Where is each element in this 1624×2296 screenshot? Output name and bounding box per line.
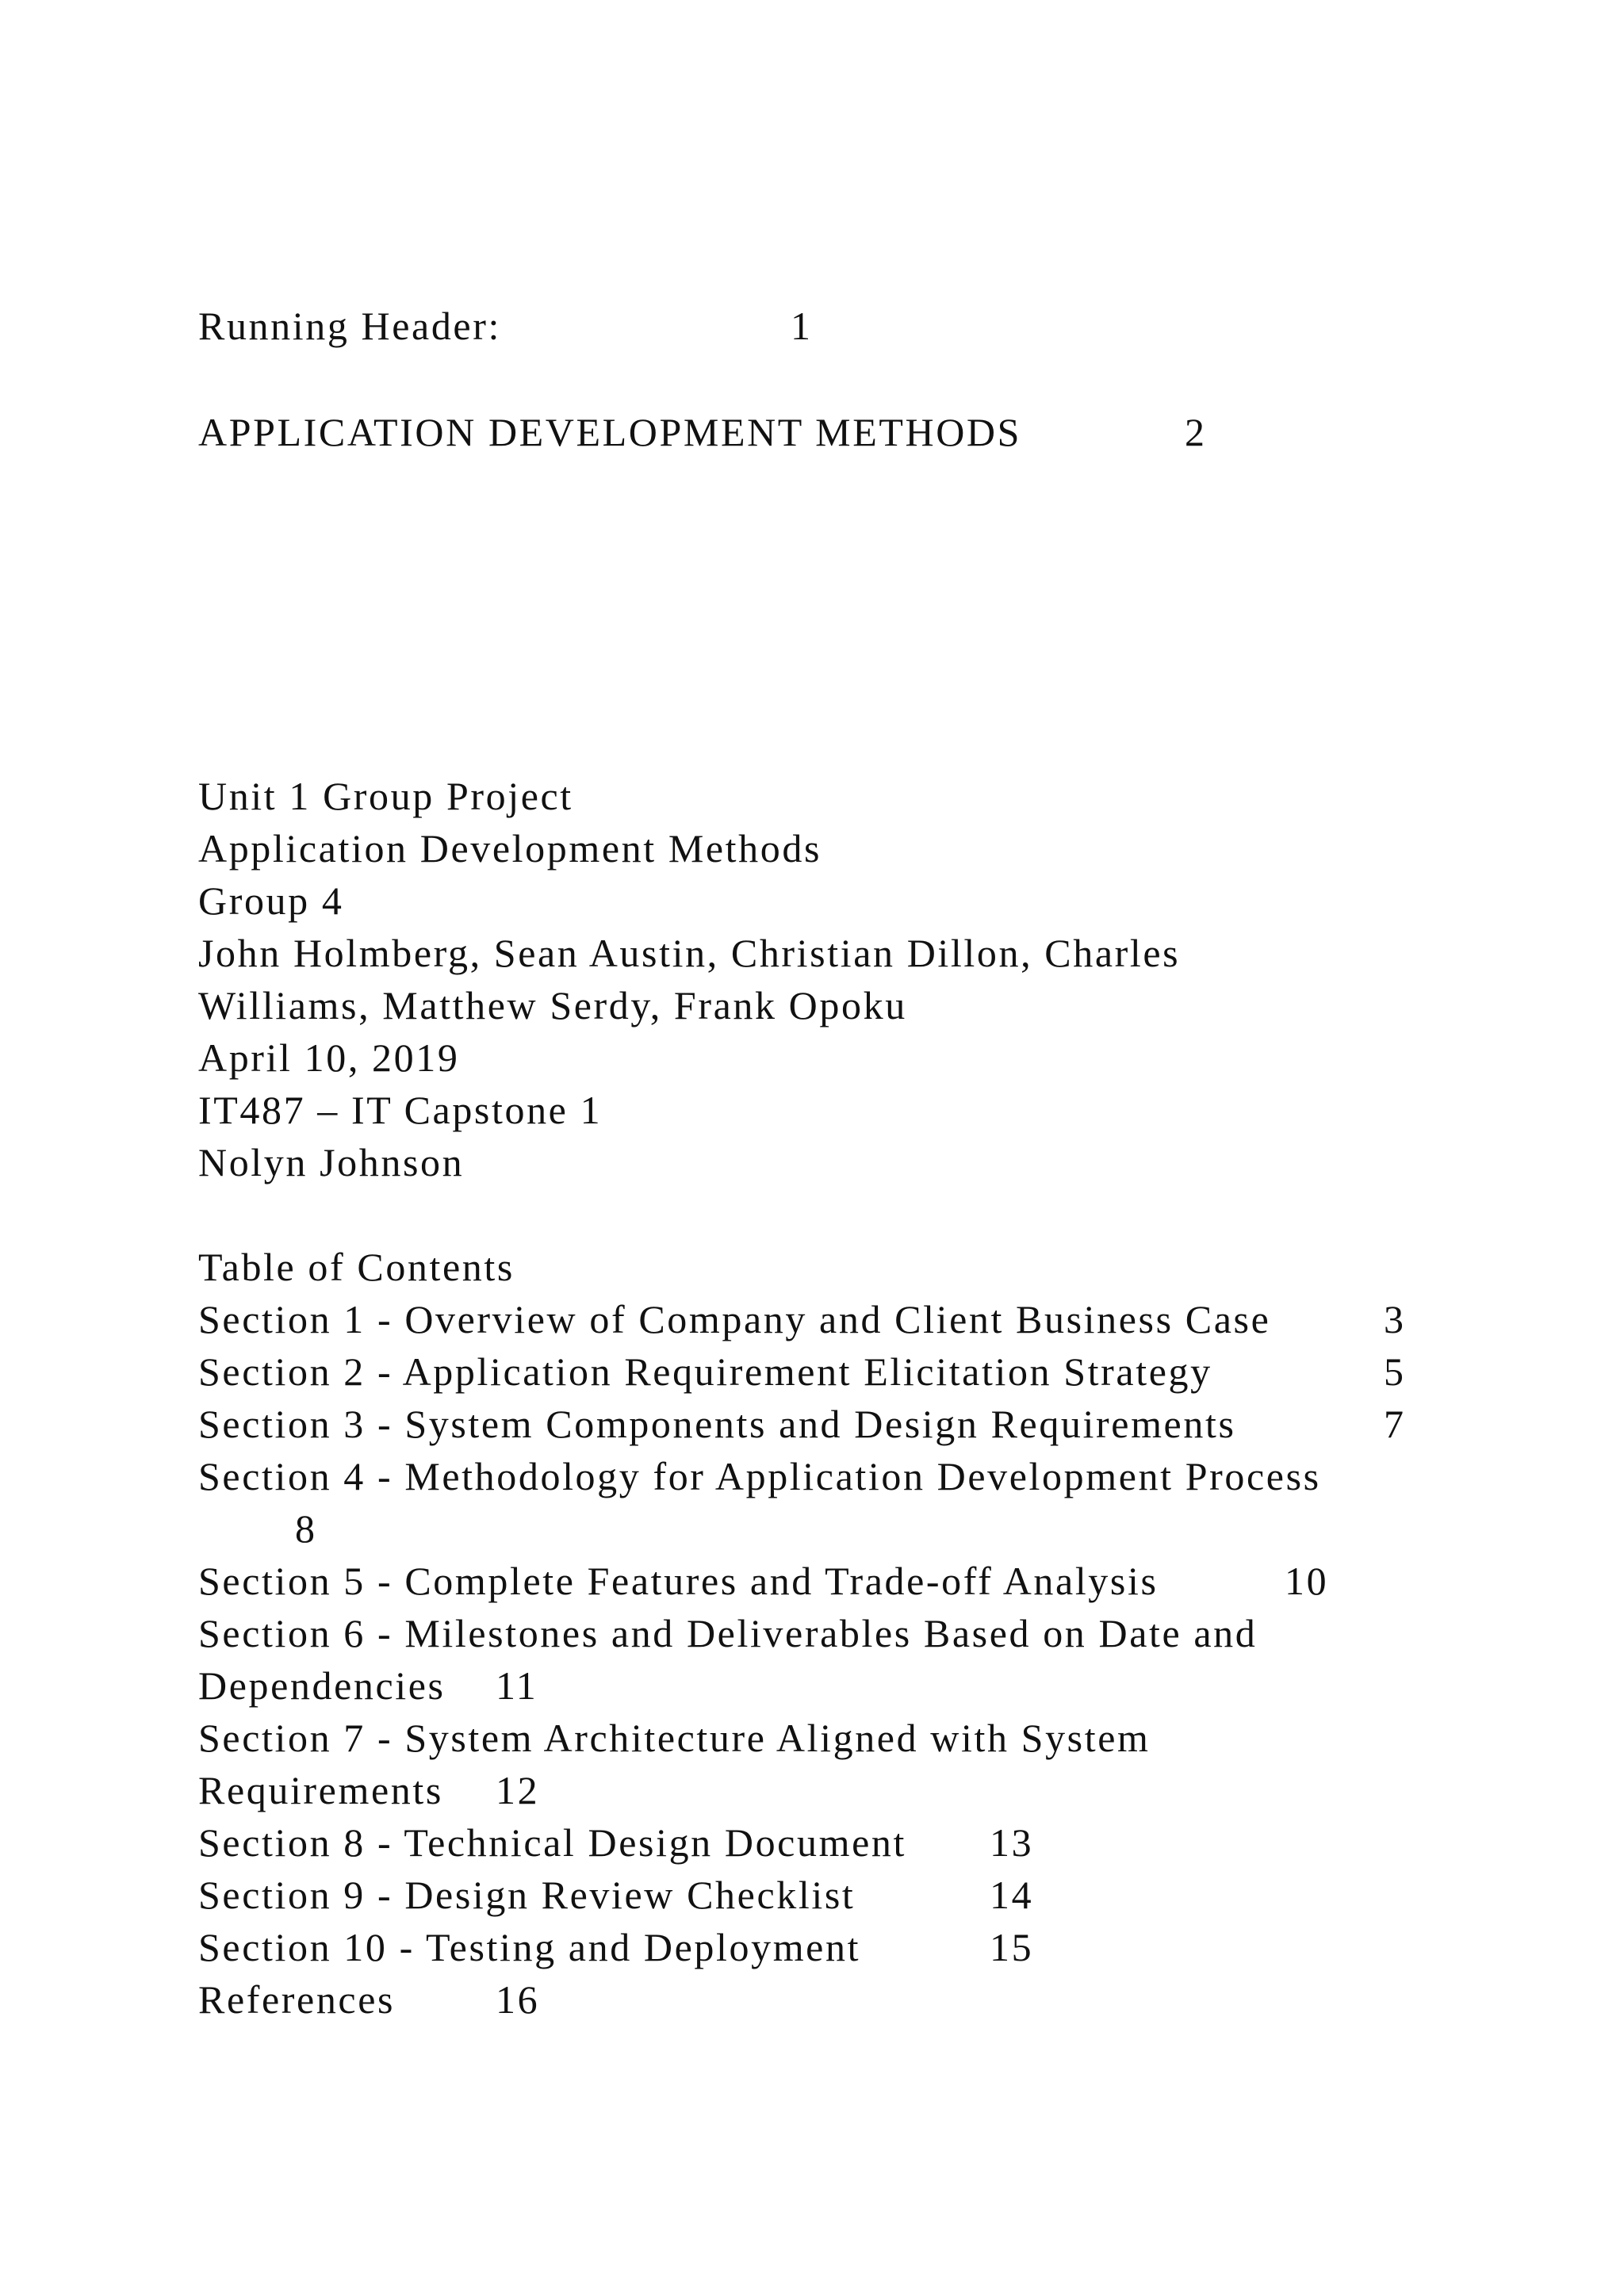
document-subtitle: Application Development Methods [198,826,822,871]
toc-entry-references-page: 16 [496,1977,540,2022]
running-title-page-number: 2 [1185,410,1207,454]
toc-entry-5: Section 5 - Complete Features and Trade-off Analysis [198,1559,1159,1603]
toc-entry-1: Section 1 - Overview of Company and Client Business Case [198,1297,1271,1341]
authors-line-1: John Holmberg, Sean Austin, Christian Dillon, Charles [198,931,1181,975]
toc-entry-6-page: 11 [496,1663,538,1708]
toc-heading: Table of Contents [198,1245,515,1289]
toc-entry-3-page: 7 [1384,1402,1406,1446]
running-title: APPLICATION DEVELOPMENT METHODS [198,410,1022,454]
toc-entry-9: Section 9 - Design Review Checklist [198,1873,856,1917]
group-number: Group 4 [198,878,344,923]
toc-entry-1-page: 3 [1384,1297,1406,1341]
toc-entry-7-continued: Requirements [198,1768,443,1812]
instructor-name: Nolyn Johnson [198,1140,465,1184]
toc-entry-10-page: 15 [990,1925,1034,1969]
toc-entry-5-page: 10 [1285,1559,1329,1603]
toc-entry-2-page: 5 [1384,1349,1406,1394]
document-date: April 10, 2019 [198,1035,460,1080]
toc-entry-4-page: 8 [295,1506,317,1551]
running-header-page-number: 1 [791,304,813,348]
project-title: Unit 1 Group Project [198,774,573,818]
running-header-label: Running Header: [198,304,501,348]
authors-line-2: Williams, Matthew Serdy, Frank Opoku [198,983,907,1027]
toc-entry-10: Section 10 - Testing and Deployment [198,1925,861,1969]
toc-entry-2: Section 2 - Application Requirement Elicitation Strategy [198,1349,1212,1394]
toc-entry-references: References [198,1977,396,2022]
toc-entry-3: Section 3 - System Components and Design Requirements [198,1402,1236,1446]
toc-entry-6-continued: Dependencies [198,1663,446,1708]
toc-entry-6: Section 6 - Milestones and Deliverables Based on Date and [198,1611,1258,1655]
toc-entry-8-page: 13 [990,1820,1034,1865]
course-name: IT487 – IT Capstone 1 [198,1088,603,1132]
toc-entry-4: Section 4 - Methodology for Application Development Process [198,1454,1321,1498]
toc-entry-7-page: 12 [496,1768,540,1812]
toc-entry-8: Section 8 - Technical Design Document [198,1820,906,1865]
toc-entry-9-page: 14 [990,1873,1034,1917]
toc-entry-7: Section 7 - System Architecture Aligned with System [198,1716,1151,1760]
